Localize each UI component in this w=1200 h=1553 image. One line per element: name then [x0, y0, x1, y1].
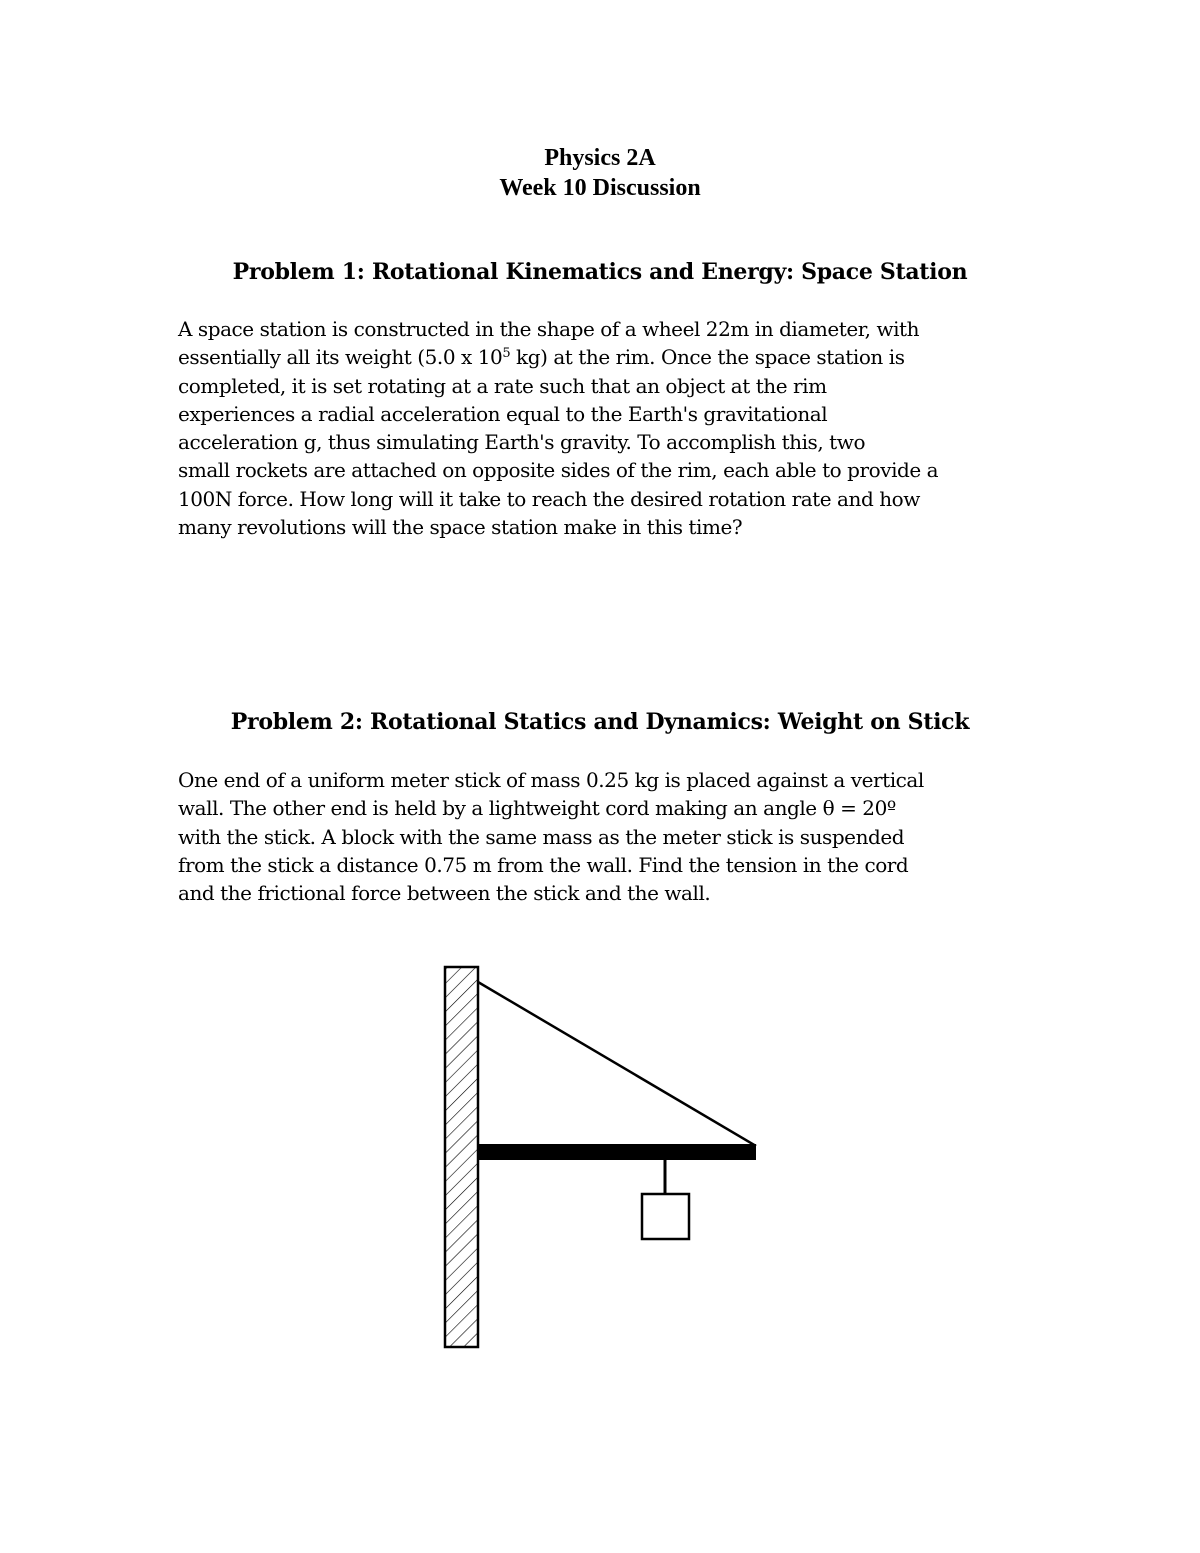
problem-1-line: acceleration g, thus simulating Earth's gravity. To accomplish this, two	[178, 430, 866, 455]
problem-2-line: and the frictional force between the stick and the wall.	[178, 881, 711, 906]
problem-1-line: many revolutions will the space station make in this time?	[178, 515, 743, 540]
problem-1-line: small rockets are attached on opposite sides of the rim, each able to provide a	[178, 458, 939, 483]
problem-2-line: wall. The other end is held by a lightweight cord making an angle θ = 20º	[178, 796, 896, 821]
week-title: Week 10 Discussion	[499, 175, 701, 201]
problem-2-heading: Problem 2: Rotational Statics and Dynamics: Weight on Stick	[230, 709, 970, 735]
problem-2-line: with the stick. A block with the same mass as the meter stick is suspended	[178, 824, 905, 849]
problem-2-line: One end of a uniform meter stick of mass 0.25 kg is placed against a vertical	[178, 768, 924, 792]
problem-2-line: from the stick a distance 0.75 m from the wall. Find the tension in the cord	[178, 852, 909, 877]
course-title: Physics 2A	[544, 145, 656, 171]
problem-1-line: completed, it is set rotating at a rate such that an object at the rim	[178, 373, 827, 398]
problem-1-line-part: kg) at the rim. Once the space station is	[510, 345, 905, 370]
hanging-block	[642, 1194, 689, 1239]
exponent: 5	[502, 346, 511, 362]
problem-1-line: 100N force. How long will it take to reach the desired rotation rate and how	[178, 486, 920, 511]
problem-1-line: experiences a radial acceleration equal to the Earth's gravitational	[178, 401, 828, 426]
problem-1-line: A space station is constructed in the shape of a wheel 22m in diameter, with	[178, 317, 920, 341]
meter-stick	[478, 1144, 756, 1160]
problem-1-line-part: essentially all its weight (5.0 x 10	[178, 345, 503, 370]
problem-1-heading: Problem 1: Rotational Kinematics and Energy: Space Station	[232, 259, 968, 285]
cord	[478, 982, 756, 1146]
wall	[445, 967, 478, 1347]
